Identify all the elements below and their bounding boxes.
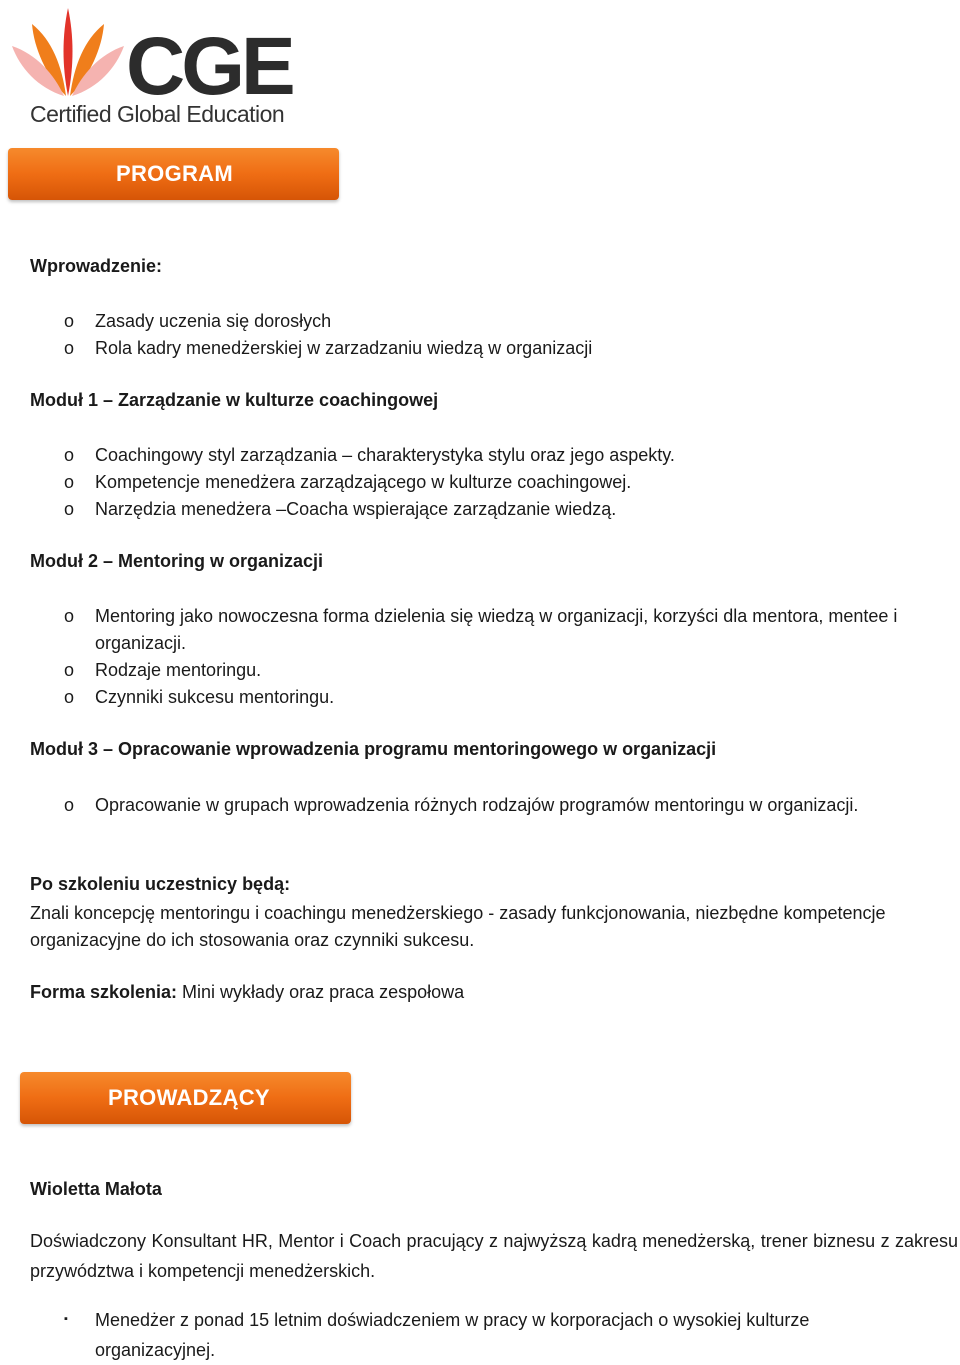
trainer-banner — [20, 1072, 351, 1124]
list-item: o Narzędzia menedżera –Coacha wspierające zarządzanie wiedzą. — [30, 496, 930, 523]
list-item: o Opracowanie w grupach wprowadzenia różnych rodzajów programów mentoringu w organizacji. — [30, 792, 930, 819]
square-bullet-icon: ▪ — [64, 1313, 68, 1325]
circle-bullet-icon: o — [64, 445, 75, 465]
list-item: o Czynniki sukcesu mentoringu. — [30, 684, 930, 711]
trainer-bio: Doświadczony Konsultant HR, Mentor i Coach pracujący z najwyższą kadrą menedżerską, trener biznesu z zakresu przywództwa i kompetencji menedżerskich. — [30, 1231, 958, 1281]
outcomes-heading: Po szkoleniu uczestnicy będą: — [30, 874, 291, 894]
format-value: Mini wykłady oraz praca zespołowa — [177, 982, 465, 1002]
program-banner — [8, 148, 339, 200]
circle-bullet-icon: o — [64, 499, 75, 519]
trainer-name: Wioletta Małota — [30, 1179, 162, 1199]
list-item: o Mentoring jako nowoczesna forma dzielenia się wiedzą w organizacji, korzyści dla mentora, mentee i organizacji. — [30, 603, 930, 657]
training-format — [30, 979, 930, 1006]
list-item: o Zasady uczenia się dorosłych — [30, 308, 930, 335]
circle-bullet-icon: o — [64, 795, 75, 815]
circle-bullet-icon: o — [64, 472, 75, 492]
list-item: o Rola kadry menedżerskiej w zarzadzaniu wiedzą w organizacji — [30, 335, 930, 362]
module1-heading: Moduł 1 – Zarządzanie w kulturze coachingowej — [30, 390, 439, 410]
trainer-banner-label: PROWADZĄCY — [108, 1085, 270, 1110]
logo-brand: CGE — [126, 21, 292, 112]
circle-bullet-icon: o — [64, 687, 75, 707]
intro-heading: Wprowadzenie: — [30, 256, 163, 276]
module3-heading: Moduł 3 – Opracowanie wprowadzenia programu mentoringowego w organizacji — [30, 739, 717, 759]
cge-logo — [8, 4, 308, 128]
circle-bullet-icon: o — [64, 606, 75, 626]
program-banner-label: PROGRAM — [116, 161, 233, 186]
list-item: o Coachingowy styl zarządzania – charakterystyka stylu oraz jego aspekty. — [30, 442, 930, 469]
module2-heading: Moduł 2 – Mentoring w organizacji — [30, 551, 324, 571]
format-label: Forma szkolenia: — [30, 982, 178, 1002]
logo-tagline: Certified Global Education — [30, 101, 285, 127]
list-item: o Kompetencje menedżera zarządzającego w kulturze coachingowej. — [30, 469, 930, 496]
circle-bullet-icon: o — [64, 338, 75, 358]
circle-bullet-icon: o — [64, 311, 75, 331]
list-item: ▪ Menedżer z ponad 15 letnim doświadczeniem w pracy w korporacjach o wysokiej kulturze organizacyjnej. — [30, 1305, 930, 1365]
lotus-logo-icon — [8, 4, 308, 128]
outcomes-text: Znali koncepcję mentoringu i coachingu menedżerskiego - zasady funkcjonowania, niezbędne kompetencje organizacyjne do ich stosowania oraz czynniki sukcesu. — [30, 903, 886, 950]
list-item: o Rodzaje mentoringu. — [30, 657, 930, 684]
circle-bullet-icon: o — [64, 660, 75, 680]
